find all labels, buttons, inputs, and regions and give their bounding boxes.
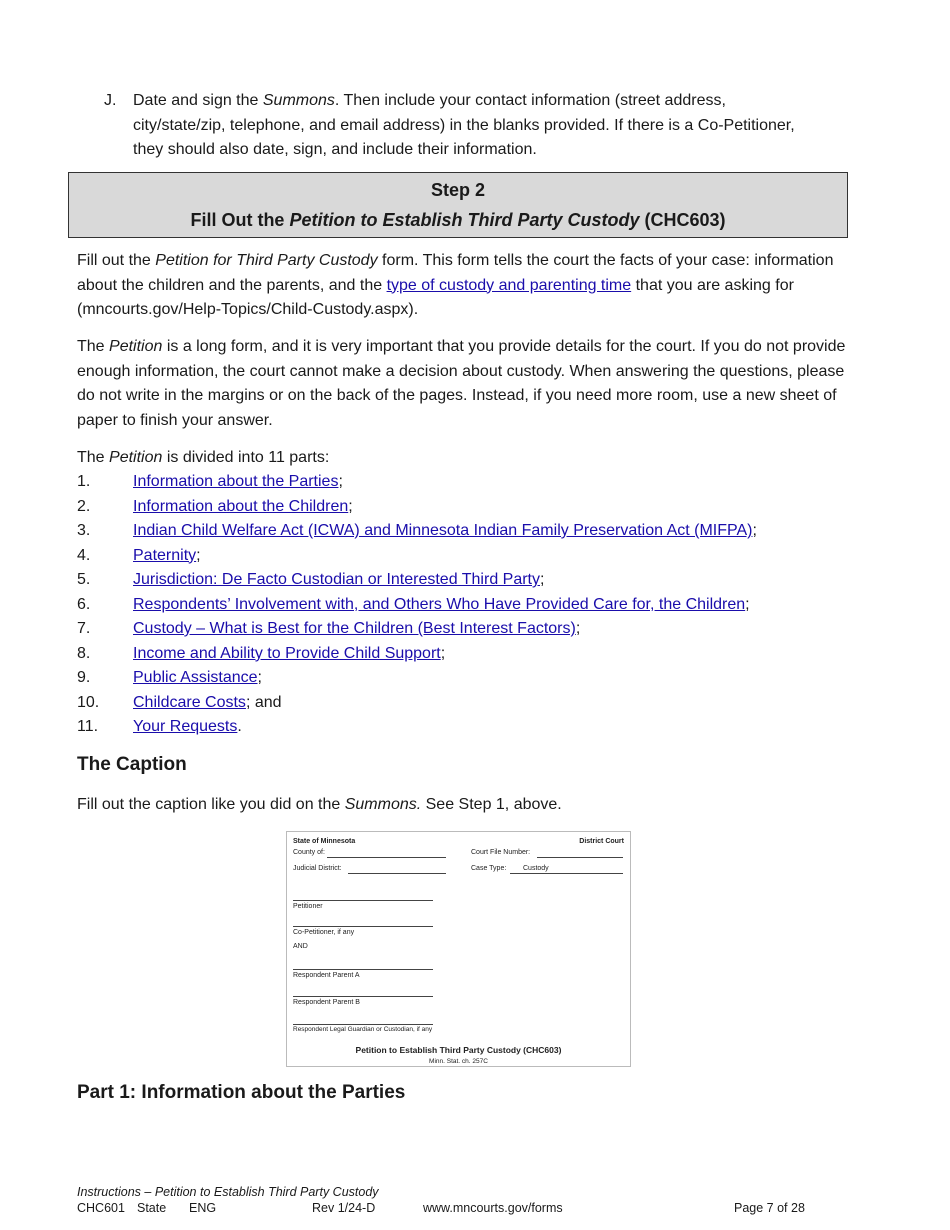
part-link[interactable]: Custody – What is Best for the Children (Best Interest Factors) xyxy=(133,620,576,637)
part-link[interactable]: Childcare Costs xyxy=(133,693,246,711)
custody-types-link[interactable]: type of custody and parenting time xyxy=(386,276,632,294)
list-item: 5. Jurisdiction: De Facto Custodian or Interested Third Party; xyxy=(77,571,545,588)
list-item: 6. Respondents’ Involvement with, and Others Who Have Provided Care for, the Children; xyxy=(77,595,750,613)
part-link[interactable]: Respondents’ Involvement with, and Others Who Have Provided Care for, the Children xyxy=(133,595,746,613)
caption-file-number: Court File Number: xyxy=(471,849,531,856)
part-link[interactable]: Public Assistance xyxy=(133,669,258,686)
footer-title: Instructions – Petition to Establish Third Party Custody xyxy=(77,1185,379,1199)
part-link[interactable]: Paternity xyxy=(133,546,197,564)
caption-heading: The Caption xyxy=(77,754,187,775)
caption-and: AND xyxy=(293,943,308,950)
caption-state: State of Minnesota xyxy=(293,838,356,845)
petition-parts-list xyxy=(77,470,857,740)
footer-meta xyxy=(77,1200,817,1216)
caption-form-title: Petition to Establish Third Party Custody (CHC603) xyxy=(355,1045,562,1055)
list-item: 10. Childcare Costs; and xyxy=(77,693,282,711)
paragraph-details: The Petition is a long form, and it is very important that you provide details for the court. If you do not provide enough information, the court cannot make a decision about custody. When answering the questions, please do not write in the margins or on the back of the pages. Instead, if you need more room, use a new sheet of paper to finish your answer. xyxy=(77,338,846,429)
part-link[interactable]: Information about the Children xyxy=(133,497,349,515)
caption-case-type-value: Custody xyxy=(523,865,549,872)
caption-case-type: Case Type: xyxy=(471,865,507,872)
list-item: 4. Paternity; xyxy=(77,546,201,564)
part-link[interactable]: Jurisdiction: De Facto Custodian or Interested Third Party xyxy=(133,571,540,588)
step-number: Step 2 xyxy=(430,180,486,200)
caption-statute: Minn. Stat. ch. 257C xyxy=(429,1058,488,1065)
list-item: 1. Information about the Parties; xyxy=(77,473,343,490)
list-item: 7. Custody – What is Best for the Children (Best Interest Factors); xyxy=(77,620,581,637)
item-letter: J. xyxy=(104,92,117,109)
part-link[interactable]: Indian Child Welfare Act (ICWA) and Minnesota Indian Family Preservation Act (MIFPA) xyxy=(133,522,753,539)
caption-example-image xyxy=(286,831,631,1067)
caption-respondent-a: Respondent Parent A xyxy=(293,972,360,979)
step-2-header xyxy=(68,172,848,238)
paragraph-fill-out: Fill out the Petition for Third Party Custody form. This form tells the court the facts of your case: information about the children and the parents, and the type of custody and parenting time that you are asking for (mncourts.gov/Help-Topics/Child-Custody.aspx). xyxy=(77,252,834,318)
step-title: Fill Out the Petition to Establish Third Party Custody (CHC603) xyxy=(190,210,726,230)
list-item: 2. Information about the Children; xyxy=(77,497,353,515)
part-1-heading: Part 1: Information about the Parties xyxy=(77,1082,406,1103)
list-item: 11. Your Requests. xyxy=(77,718,242,735)
caption-respondent-b: Respondent Parent B xyxy=(293,999,360,1006)
caption-district: Judicial District: xyxy=(293,865,342,872)
footer-form-code: CHC601 xyxy=(77,1201,125,1215)
caption-petitioner: Petitioner xyxy=(293,903,323,910)
footer-state: State xyxy=(137,1201,167,1215)
footer-revision: Rev 1/24-D xyxy=(312,1201,376,1215)
list-item: 8. Income and Ability to Provide Child Support; xyxy=(77,644,446,662)
caption-instructions: Fill out the caption like you did on the Summons. See Step 1, above. xyxy=(77,796,562,813)
part-link[interactable]: Your Requests xyxy=(133,718,238,735)
footer-language: ENG xyxy=(189,1201,217,1215)
caption-respondent-guardian: Respondent Legal Guardian or Custodian, if any xyxy=(293,1026,433,1033)
list-item: 9. Public Assistance; xyxy=(77,669,262,686)
caption-county: County of: xyxy=(293,849,325,856)
list-item: 3. Indian Child Welfare Act (ICWA) and Minnesota Indian Family Preservation Act (MIFPA); xyxy=(77,522,757,539)
page-footer xyxy=(77,1184,817,1216)
item-j-text: Date and sign the Summons. Then include your contact information (street address, city/state/zip, telephone, and email address) in the blanks provided. If there is a Co-Petitioner, they should also date, sign, and include their information. xyxy=(133,92,795,158)
part-link[interactable]: Income and Ability to Provide Child Support xyxy=(133,644,441,662)
caption-court: District Court xyxy=(579,838,624,845)
caption-co-petitioner: Co-Petitioner, if any xyxy=(293,929,355,936)
part-link[interactable]: Information about the Parties xyxy=(133,473,339,490)
parts-intro: The Petition is divided into 11 parts: xyxy=(77,449,330,466)
footer-website: www.mncourts.gov/forms xyxy=(423,1201,563,1215)
footer-page-number: Page 7 of 28 xyxy=(734,1201,805,1215)
